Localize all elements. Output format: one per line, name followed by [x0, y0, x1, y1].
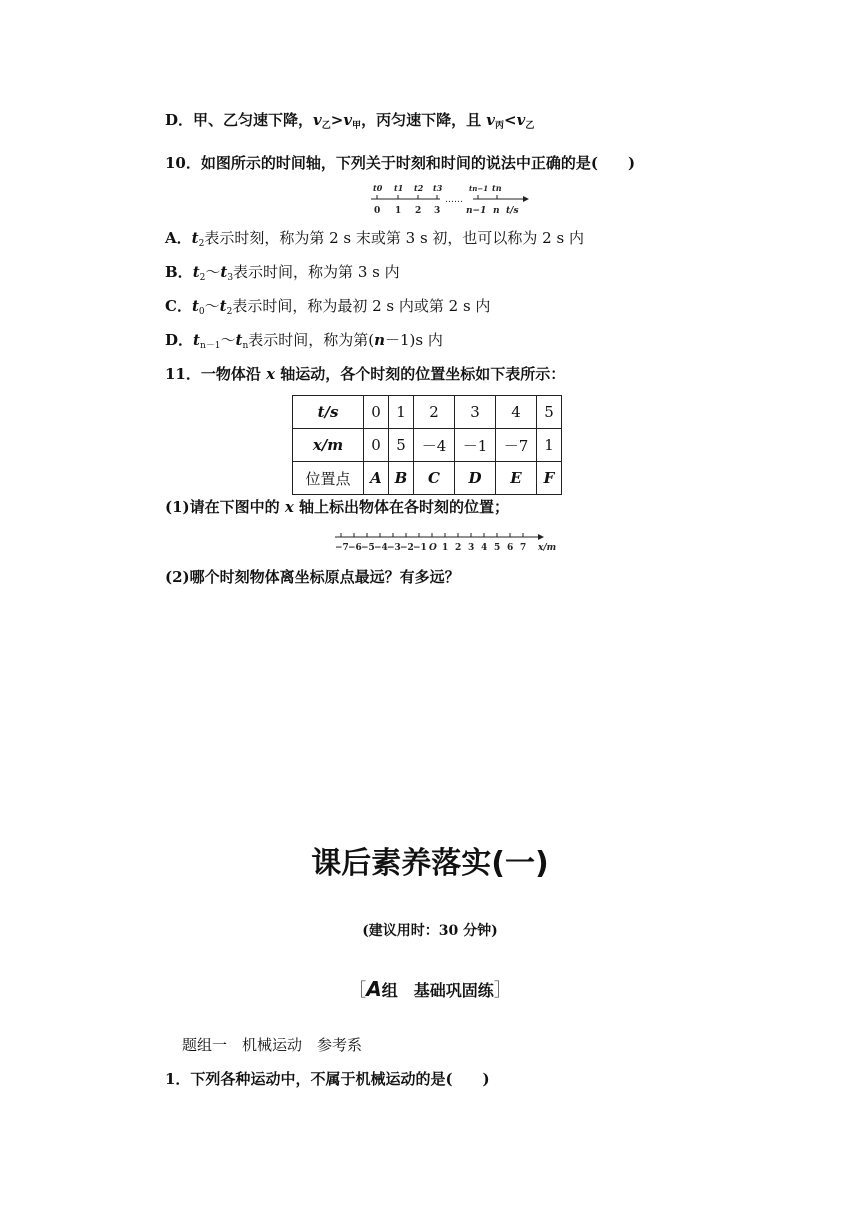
- table-cell: 0: [364, 396, 389, 429]
- x-axis-tick-label: 3: [468, 543, 475, 553]
- q11-stem: 11．一物体沿 x 轴运动，各个时刻的位置坐标如下表所示：: [165, 365, 566, 383]
- suggested-time: (建议用时：30 分钟): [362, 923, 498, 939]
- table-cell: －1: [455, 429, 496, 462]
- q10-option-a: A．$t_2$表示时刻，称为第 2 s 末或第 3 s 初，也可以称为 2 s 内: [165, 229, 584, 249]
- axis-num-2: 2: [415, 206, 422, 216]
- q10-option-d: D．$t_{n-1}\sim t_n$表示时间，称为第(n－1)s 内: [165, 331, 443, 351]
- axis-label-t1: t1: [394, 183, 404, 193]
- table-row: [293, 462, 562, 495]
- q9-option-d: D．甲、乙匀速下降，$v_乙>v_甲$，丙匀速下降，且 $v_丙<v_乙$: [165, 111, 535, 131]
- x-axis-tick-label: −6: [348, 543, 362, 553]
- x-axis-tick-label: −3: [387, 543, 401, 553]
- x-axis-diagram: [333, 528, 563, 556]
- x-axis-tick-label: −4: [374, 543, 388, 553]
- axis-num-n: n: [493, 206, 500, 216]
- x-axis-tick-label: −1: [413, 543, 427, 553]
- q11-part2: (2)哪个时刻物体离坐标原点最远？有多远？: [165, 568, 460, 586]
- position-table: [292, 395, 562, 495]
- axis-num-0: 0: [374, 206, 381, 216]
- table-cell: 0: [364, 429, 389, 462]
- axis-label-tn: tn: [492, 183, 502, 193]
- table-row: [293, 429, 562, 462]
- x-axis-unit: x/m: [538, 543, 557, 553]
- x-axis-tick-label: 1: [442, 543, 449, 553]
- topic-heading: 题组一 机械运动 参考系: [182, 1036, 363, 1054]
- table-cell: A: [364, 462, 389, 495]
- table-header-t: t/s: [293, 396, 364, 429]
- q10-option-c: C．$t_0\sim t_2$表示时间，称为最初 2 s 内或第 2 s 内: [165, 297, 491, 317]
- table-header-point: 位置点: [293, 462, 364, 495]
- x-axis-tick-label: −2: [400, 543, 414, 553]
- table-cell: B: [389, 462, 414, 495]
- table-cell: －7: [496, 429, 537, 462]
- group-heading: ［A组 基础巩固练］: [348, 977, 512, 1001]
- x-axis-tick-label: O: [429, 543, 437, 553]
- axis-label-t3: t3: [433, 183, 443, 193]
- axis-label-t2: t2: [414, 183, 424, 193]
- x-axis-tick-label: 5: [494, 543, 501, 553]
- q10-time-axis-diagram: [365, 180, 535, 220]
- x-axis-tick-label: 2: [455, 543, 462, 553]
- table-cell: 5: [389, 429, 414, 462]
- q11-part1: (1)请在下图中的 x 轴上标出物体在各时刻的位置；: [165, 498, 510, 516]
- x-axis-tick-label: −5: [361, 543, 375, 553]
- table-cell: 4: [496, 396, 537, 429]
- axis-num-3: 3: [434, 206, 441, 216]
- table-cell: 3: [455, 396, 496, 429]
- axis-dots: ……: [445, 195, 463, 205]
- x-axis-tick-label: 6: [507, 543, 514, 553]
- axis-num-n-1: n−1: [466, 206, 487, 216]
- axis-label-tn-1: tn−1: [469, 184, 489, 193]
- table-cell: F: [537, 462, 562, 495]
- table-row: [293, 396, 562, 429]
- table-cell: D: [455, 462, 496, 495]
- axis-label-t0: t0: [373, 183, 383, 193]
- q10-option-b: B．$t_2\sim t_3$表示时间，称为第 3 s 内: [165, 263, 400, 283]
- axis-unit: t/s: [506, 206, 519, 216]
- table-header-x: x/m: [293, 429, 364, 462]
- table-cell: －4: [414, 429, 455, 462]
- section-title: 课后素养落实(一): [311, 846, 549, 881]
- q1-stem: 1．下列各种运动中，不属于机械运动的是( ): [165, 1070, 490, 1088]
- axis-num-1: 1: [395, 206, 402, 216]
- table-cell: E: [496, 462, 537, 495]
- x-axis-tick-label: −7: [335, 543, 349, 553]
- x-axis-tick-label: 4: [481, 543, 488, 553]
- x-axis-tick-label: 7: [520, 543, 527, 553]
- q10-stem: 10．如图所示的时间轴，下列关于时刻和时间的说法中正确的是( ): [165, 154, 636, 172]
- table-cell: 5: [537, 396, 562, 429]
- table-cell: C: [414, 462, 455, 495]
- table-cell: 1: [389, 396, 414, 429]
- table-cell: 2: [414, 396, 455, 429]
- table-cell: 1: [537, 429, 562, 462]
